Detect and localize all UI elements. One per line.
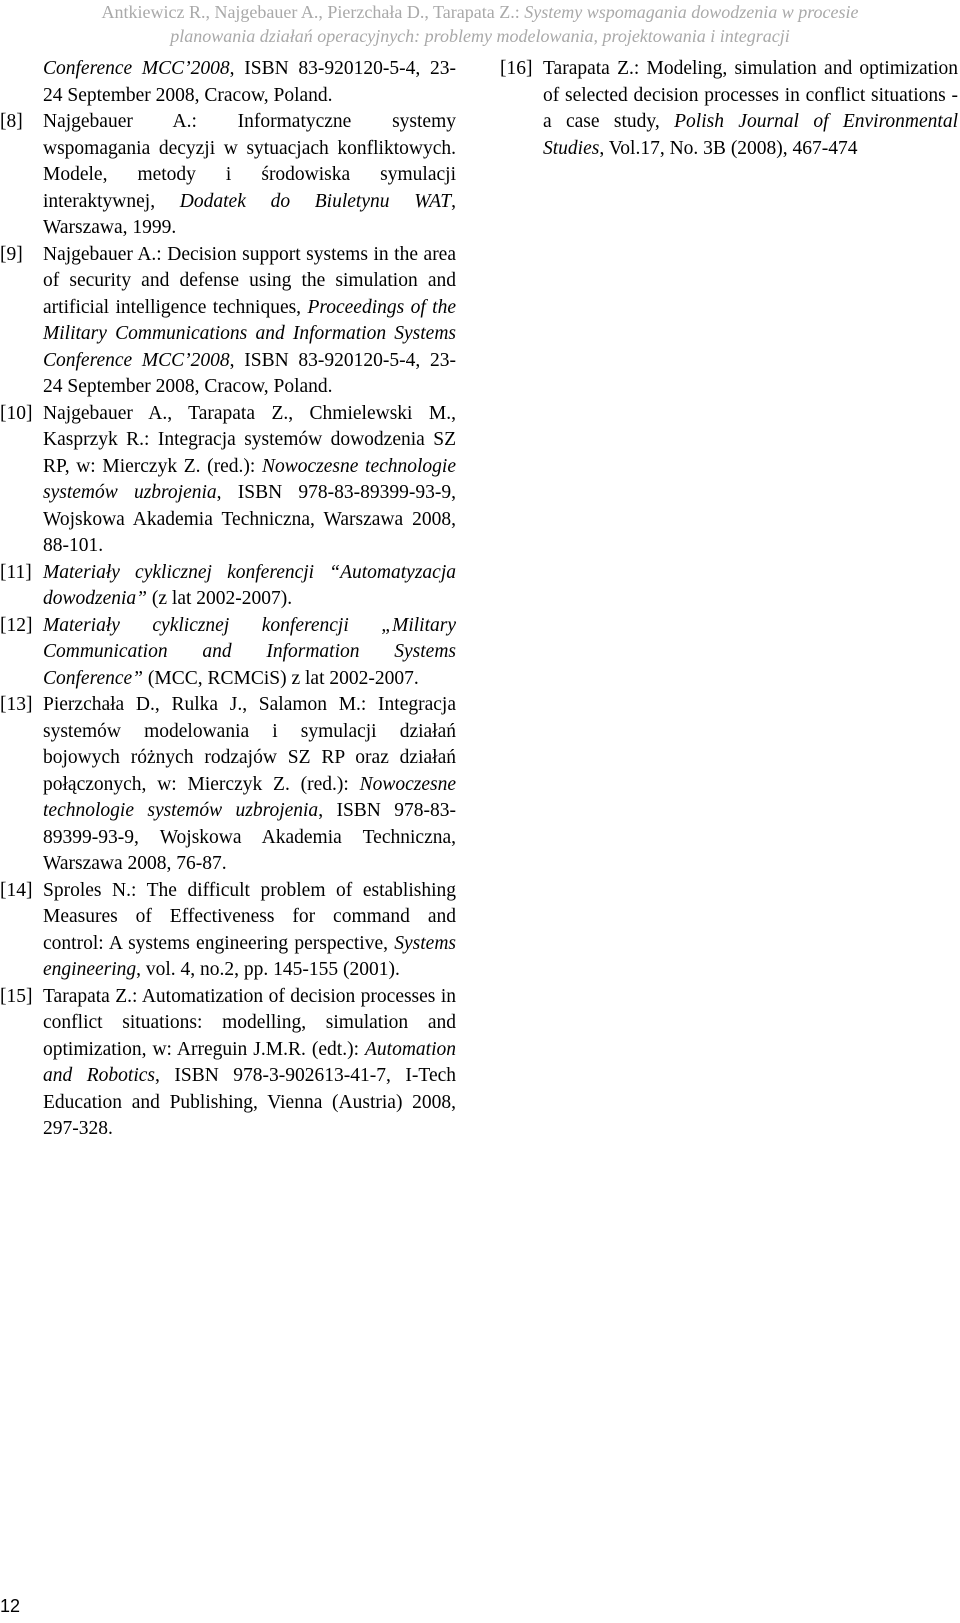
reference-10: [10] Najgebauer A., Tarapata Z., Chmielewski M., Kasprzyk R.: Integracja systemów dowodzenia SZ RP, w: Mierczyk Z. (red.): Nowoczesne technologie systemów uzbrojenia, ISBN 978-83-89399-93-9, Wojskowa Akademia Techniczna, Warszawa 2008, 88-101. xyxy=(0,402,457,556)
reference-number: [13] xyxy=(0,694,33,715)
right-column xyxy=(500,56,958,162)
reference-number: [12] xyxy=(0,614,33,636)
header-title-part1: Systemy wspomagania dowodzenia w procesie xyxy=(524,2,859,22)
header-title-part2: planowania działań operacyjnych: problemy modelowania, projektowania i integracji xyxy=(170,26,790,46)
header-authors: Antkiewicz R., Najgebauer A., Pierzchała D., Tarapata Z.: xyxy=(101,2,525,22)
header-line-1 xyxy=(0,0,960,24)
reference-number: [10] xyxy=(0,402,33,424)
reference-16: [16] Tarapata Z.: Modeling, simulation and optimization of selected decision processes in conflict situations - a case study, Polish Journal of Environmental Studies, Vol.17, No. 3B (2008), 467-474 xyxy=(500,58,959,159)
page-number: 12 xyxy=(0,1596,21,1616)
reference-14: [14] Sproles N.: The difficult problem of establishing Measures of Effectiveness for command and control: A systems engineering perspective, Systems engineering, vol. 4, no.2, pp. 145-155 (2001). xyxy=(0,879,456,980)
reference-12: [12] Materiały cyklicznej konferencji „Military Communication and Information Systems Conference” (MCC, RCMCiS) z lat 2002-2007. xyxy=(0,614,456,689)
reference-15: [15] Tarapata Z.: Automatization of decision processes in conflict situations: modelling, simulation and optimization, w: Arreguin J.M.R. (edt.): Automation and Robotics, ISBN 978-3-902613-41-7, I-Tech Education and Publishing, Vienna (Austria) 2008, 297-328. xyxy=(0,985,456,1139)
reference-number: [8] xyxy=(0,111,23,132)
reference-8: [8] Najgebauer A.: Informatyczne systemy wspomagania decyzji w sytuacjach konfliktowych. Modele, metody i środowiska symulacji interaktywnej, Dodatek do Biuletynu WAT, Warszawa, 1999. xyxy=(0,111,456,238)
reference-9: [9] Najgebauer A.: Decision support systems in the area of security and defense using the simulation and artificial intelligence techniques, Proceedings of the Military Communications and Information Systems Conference MCC’2008, ISBN 83-920120-5-4, 23-24 September 2008, Cracow, Poland. xyxy=(0,243,457,397)
reference-number: [11] xyxy=(0,561,32,583)
reference-number: [14] xyxy=(0,879,33,901)
running-header xyxy=(0,0,960,48)
reference-13: [13] Pierzchała D., Rulka J., Salamon M.: Integracja systemów modelowania i symulacji działań bojowych różnych rodzajów SZ RP oraz działań połączonych, w: Mierczyk Z. (red.): Nowoczesne technologie systemów uzbrojenia, ISBN 978-83-89399-93-9, Wojskowa Akademia Techniczna, Warszawa 2008, 76-87. xyxy=(0,694,457,874)
reference-number: [15] xyxy=(0,985,33,1007)
reference-number: [16] xyxy=(500,58,533,79)
reference-number: [9] xyxy=(0,243,23,265)
left-column xyxy=(0,56,456,1143)
header-line-2 xyxy=(0,24,960,48)
reference-continuation: Conference MCC’2008, ISBN 83-920120-5-4, 23-24 September 2008, Cracow, Poland. xyxy=(43,58,456,106)
reference-11: [11] Materiały cyklicznej konferencji “Automatyzacja dowodzenia” (z lat 2002-2007). xyxy=(0,561,456,609)
